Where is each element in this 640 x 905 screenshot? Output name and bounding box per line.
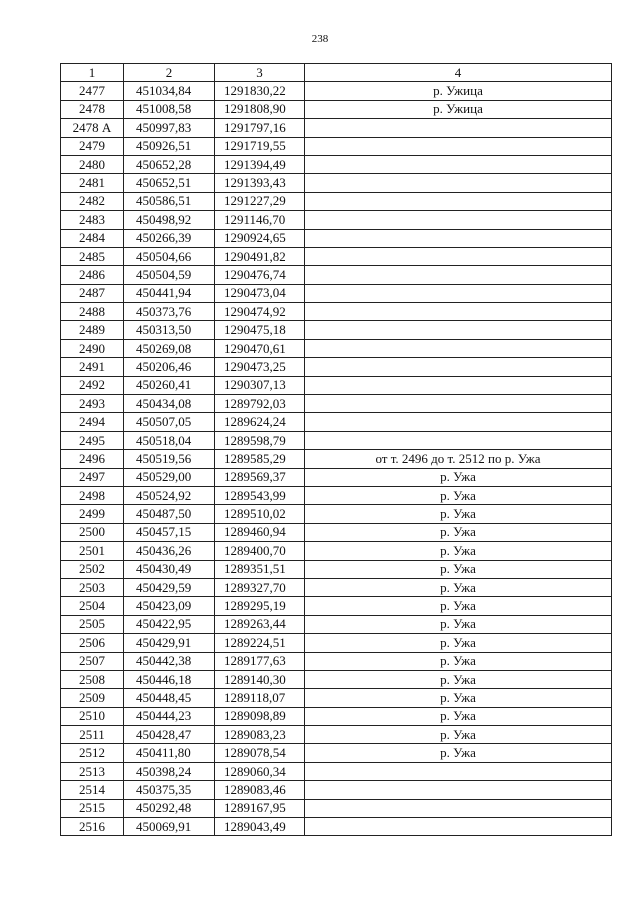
table-row [61,321,612,339]
y-coordinate-cell: 1290924,65 [215,229,305,247]
table-row [61,744,612,762]
point-number-cell: 2501 [61,542,124,560]
table-row [61,652,612,670]
x-coordinate-cell: 450373,76 [124,303,215,321]
description-cell [305,358,612,376]
y-coordinate-cell: 1291797,16 [215,119,305,137]
x-coordinate-cell: 451008,58 [124,100,215,118]
description-cell [305,284,612,302]
x-coordinate-cell: 450441,94 [124,284,215,302]
x-coordinate-cell: 450519,56 [124,450,215,468]
table-row [61,450,612,468]
x-coordinate-cell: 450260,41 [124,376,215,394]
y-coordinate-cell: 1291227,29 [215,192,305,210]
x-coordinate-cell: 450422,95 [124,615,215,633]
point-number-cell: 2515 [61,799,124,817]
y-coordinate-cell: 1289327,70 [215,578,305,596]
description-cell: р. Ужа [305,670,612,688]
x-coordinate-cell: 450487,50 [124,505,215,523]
table-row [61,431,612,449]
table-row [61,339,612,357]
table-row [61,266,612,284]
x-coordinate-cell: 450269,08 [124,339,215,357]
table-row [61,303,612,321]
x-coordinate-cell: 450206,46 [124,358,215,376]
point-number-cell: 2507 [61,652,124,670]
table-row [61,192,612,210]
description-cell [305,247,612,265]
description-cell: р. Ужа [305,486,612,504]
point-number-cell: 2493 [61,395,124,413]
x-coordinate-cell: 450586,51 [124,192,215,210]
table-row [61,247,612,265]
description-cell [305,119,612,137]
description-cell: р. Ужица [305,100,612,118]
description-cell: р. Ужа [305,468,612,486]
point-number-cell: 2478 А [61,119,124,137]
y-coordinate-cell: 1289792,03 [215,395,305,413]
x-coordinate-cell: 450423,09 [124,597,215,615]
table-row [61,486,612,504]
x-coordinate-cell: 450398,24 [124,762,215,780]
description-cell [305,137,612,155]
table-row [61,726,612,744]
description-cell [305,303,612,321]
x-coordinate-cell: 450436,26 [124,542,215,560]
table-row [61,707,612,725]
y-coordinate-cell: 1290476,74 [215,266,305,284]
point-number-cell: 2513 [61,762,124,780]
description-cell [305,174,612,192]
description-cell [305,321,612,339]
x-coordinate-cell: 450375,35 [124,781,215,799]
description-cell: р. Ужа [305,542,612,560]
point-number-cell: 2478 [61,100,124,118]
x-coordinate-cell: 450926,51 [124,137,215,155]
y-coordinate-cell: 1289351,51 [215,560,305,578]
x-coordinate-cell: 450434,08 [124,395,215,413]
point-number-cell: 2480 [61,155,124,173]
description-cell: р. Ужа [305,634,612,652]
x-coordinate-cell: 450518,04 [124,431,215,449]
x-coordinate-cell: 450498,92 [124,211,215,229]
column-header-y-coordinate: 3 [215,64,305,82]
y-coordinate-cell: 1289460,94 [215,523,305,541]
x-coordinate-cell: 450411,80 [124,744,215,762]
description-cell [305,211,612,229]
x-coordinate-cell: 450457,15 [124,523,215,541]
point-number-cell: 2511 [61,726,124,744]
table-row [61,799,612,817]
description-cell [305,799,612,817]
header-row [61,64,612,82]
description-cell [305,818,612,836]
table-row [61,597,612,615]
table-row [61,82,612,100]
y-coordinate-cell: 1289043,49 [215,818,305,836]
point-number-cell: 2496 [61,450,124,468]
y-coordinate-cell: 1290473,25 [215,358,305,376]
table-row [61,413,612,431]
y-coordinate-cell: 1290474,92 [215,303,305,321]
column-header-point-number: 1 [61,64,124,82]
x-coordinate-cell: 450266,39 [124,229,215,247]
table-row [61,560,612,578]
description-cell [305,431,612,449]
table-header [61,64,612,82]
description-cell: р. Ужа [305,560,612,578]
coordinates-table [60,63,612,836]
point-number-cell: 2509 [61,689,124,707]
table-row [61,762,612,780]
x-coordinate-cell: 450313,50 [124,321,215,339]
y-coordinate-cell: 1289140,30 [215,670,305,688]
table-row [61,505,612,523]
description-cell [305,339,612,357]
y-coordinate-cell: 1289078,54 [215,744,305,762]
description-cell: р. Ужа [305,726,612,744]
description-cell [305,781,612,799]
x-coordinate-cell: 450504,66 [124,247,215,265]
point-number-cell: 2505 [61,615,124,633]
description-cell: р. Ужа [305,707,612,725]
point-number-cell: 2484 [61,229,124,247]
table-row [61,376,612,394]
point-number-cell: 2497 [61,468,124,486]
y-coordinate-cell: 1289624,24 [215,413,305,431]
table-row [61,818,612,836]
table-row [61,155,612,173]
point-number-cell: 2502 [61,560,124,578]
description-cell: р. Ужа [305,615,612,633]
y-coordinate-cell: 1290491,82 [215,247,305,265]
table-row [61,781,612,799]
x-coordinate-cell: 450444,23 [124,707,215,725]
description-cell: р. Ужа [305,505,612,523]
x-coordinate-cell: 450504,59 [124,266,215,284]
table-row [61,137,612,155]
table-row [61,670,612,688]
point-number-cell: 2486 [61,266,124,284]
point-number-cell: 2489 [61,321,124,339]
description-cell [305,413,612,431]
y-coordinate-cell: 1290473,04 [215,284,305,302]
point-number-cell: 2482 [61,192,124,210]
y-coordinate-cell: 1289400,70 [215,542,305,560]
table-row [61,358,612,376]
x-coordinate-cell: 450292,48 [124,799,215,817]
y-coordinate-cell: 1291719,55 [215,137,305,155]
point-number-cell: 2494 [61,413,124,431]
x-coordinate-cell: 450652,28 [124,155,215,173]
y-coordinate-cell: 1290470,61 [215,339,305,357]
description-cell [305,376,612,394]
description-cell: от т. 2496 до т. 2512 по р. Ужа [305,450,612,468]
point-number-cell: 2504 [61,597,124,615]
table-row [61,542,612,560]
x-coordinate-cell: 450069,91 [124,818,215,836]
y-coordinate-cell: 1290307,13 [215,376,305,394]
description-cell [305,762,612,780]
point-number-cell: 2514 [61,781,124,799]
description-cell: р. Ужа [305,652,612,670]
table-row [61,174,612,192]
description-cell [305,192,612,210]
y-coordinate-cell: 1289118,07 [215,689,305,707]
table-row [61,578,612,596]
point-number-cell: 2479 [61,137,124,155]
description-cell: р. Ужа [305,523,612,541]
table-row [61,395,612,413]
point-number-cell: 2477 [61,82,124,100]
description-cell: р. Ужица [305,82,612,100]
y-coordinate-cell: 1289060,34 [215,762,305,780]
y-coordinate-cell: 1289569,37 [215,468,305,486]
y-coordinate-cell: 1291393,43 [215,174,305,192]
x-coordinate-cell: 450997,83 [124,119,215,137]
description-cell [305,266,612,284]
x-coordinate-cell: 450446,18 [124,670,215,688]
description-cell [305,395,612,413]
x-coordinate-cell: 450448,45 [124,689,215,707]
description-cell: р. Ужа [305,578,612,596]
point-number-cell: 2491 [61,358,124,376]
point-number-cell: 2506 [61,634,124,652]
point-number-cell: 2498 [61,486,124,504]
y-coordinate-cell: 1289510,02 [215,505,305,523]
x-coordinate-cell: 450442,38 [124,652,215,670]
y-coordinate-cell: 1289543,99 [215,486,305,504]
table-row [61,689,612,707]
point-number-cell: 2483 [61,211,124,229]
column-header-description: 4 [305,64,612,82]
y-coordinate-cell: 1289083,46 [215,781,305,799]
point-number-cell: 2500 [61,523,124,541]
description-cell [305,229,612,247]
description-cell [305,155,612,173]
table-row [61,284,612,302]
description-cell: р. Ужа [305,744,612,762]
y-coordinate-cell: 1289263,44 [215,615,305,633]
description-cell: р. Ужа [305,689,612,707]
y-coordinate-cell: 1290475,18 [215,321,305,339]
point-number-cell: 2490 [61,339,124,357]
point-number-cell: 2508 [61,670,124,688]
x-coordinate-cell: 450529,00 [124,468,215,486]
point-number-cell: 2516 [61,818,124,836]
point-number-cell: 2510 [61,707,124,725]
x-coordinate-cell: 450652,51 [124,174,215,192]
y-coordinate-cell: 1289083,23 [215,726,305,744]
y-coordinate-cell: 1289224,51 [215,634,305,652]
table-row [61,634,612,652]
y-coordinate-cell: 1289167,95 [215,799,305,817]
point-number-cell: 2499 [61,505,124,523]
x-coordinate-cell: 450430,49 [124,560,215,578]
point-number-cell: 2503 [61,578,124,596]
page-number: 238 [311,33,329,45]
y-coordinate-cell: 1291146,70 [215,211,305,229]
y-coordinate-cell: 1289585,29 [215,450,305,468]
table-row [61,523,612,541]
y-coordinate-cell: 1289598,79 [215,431,305,449]
column-header-x-coordinate: 2 [124,64,215,82]
x-coordinate-cell: 450428,47 [124,726,215,744]
point-number-cell: 2492 [61,376,124,394]
x-coordinate-cell: 451034,84 [124,82,215,100]
table-row [61,468,612,486]
point-number-cell: 2495 [61,431,124,449]
x-coordinate-cell: 450429,59 [124,578,215,596]
x-coordinate-cell: 450507,05 [124,413,215,431]
table-row [61,229,612,247]
x-coordinate-cell: 450429,91 [124,634,215,652]
y-coordinate-cell: 1289177,63 [215,652,305,670]
point-number-cell: 2485 [61,247,124,265]
table-row [61,211,612,229]
y-coordinate-cell: 1291808,90 [215,100,305,118]
table-row [61,119,612,137]
x-coordinate-cell: 450524,92 [124,486,215,504]
description-cell: р. Ужа [305,597,612,615]
point-number-cell: 2488 [61,303,124,321]
y-coordinate-cell: 1289295,19 [215,597,305,615]
table-body [61,82,612,836]
y-coordinate-cell: 1291394,49 [215,155,305,173]
point-number-cell: 2487 [61,284,124,302]
y-coordinate-cell: 1289098,89 [215,707,305,725]
table-row [61,615,612,633]
table-row [61,100,612,118]
point-number-cell: 2512 [61,744,124,762]
point-number-cell: 2481 [61,174,124,192]
y-coordinate-cell: 1291830,22 [215,82,305,100]
